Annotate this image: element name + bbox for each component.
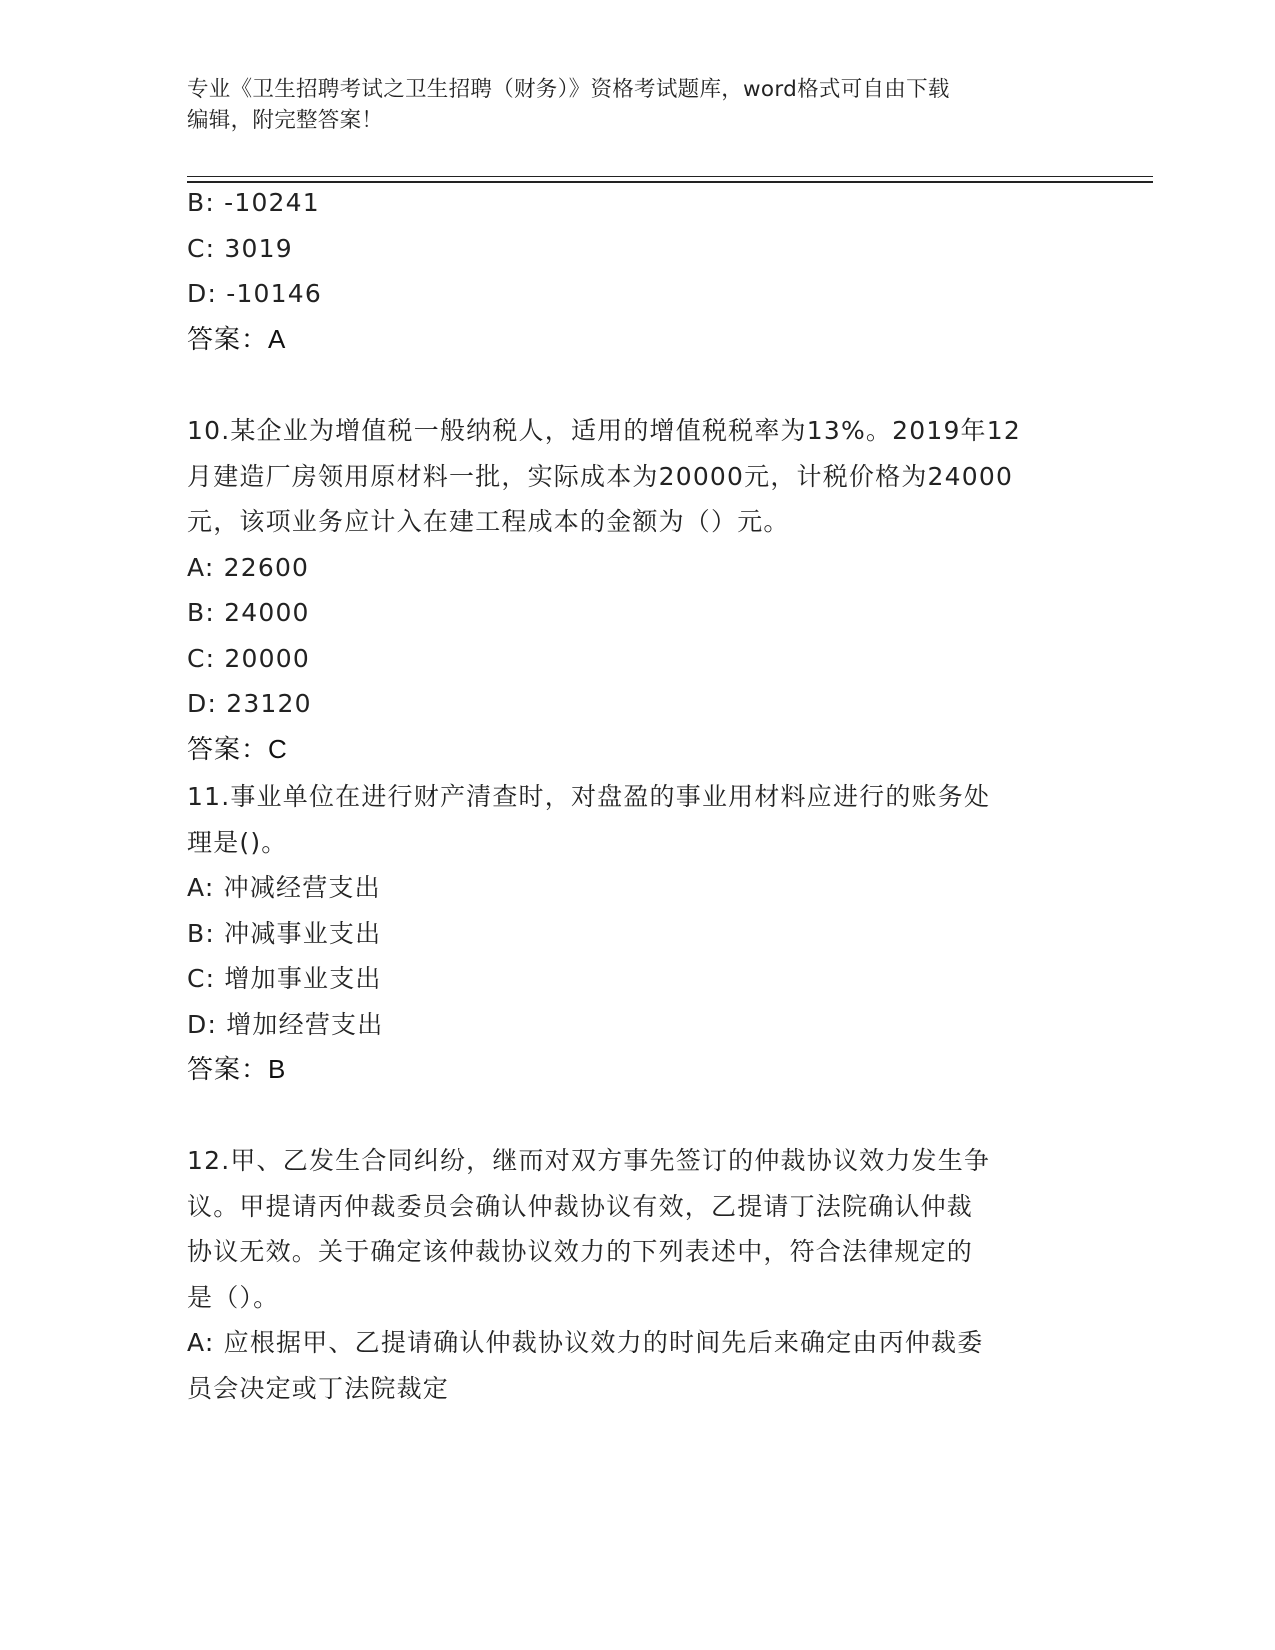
q11-answer: 答案：B xyxy=(187,1054,287,1084)
q9-answer: 答案：A xyxy=(187,323,287,354)
q12-stem-line-3: 协议无效。关于确定该仲裁协议效力的下列表述中，符合法律规定的 xyxy=(187,1237,974,1266)
q12-stem-line-2: 议。甲提请丙仲裁委员会确认仲裁协议有效，乙提请丁法院确认仲裁 xyxy=(187,1191,974,1221)
question-10 xyxy=(187,408,1087,772)
q10-answer: 答案：C xyxy=(187,733,288,764)
q10-option-d: D: 23120 xyxy=(187,689,312,718)
q11-option-a: A: 冲减经营支出 xyxy=(187,873,381,902)
document-header xyxy=(187,74,1067,136)
q11-option-b: B: 冲减事业支出 xyxy=(187,918,382,948)
question-9-tail xyxy=(187,180,1087,362)
header-divider-thin xyxy=(187,176,1153,177)
q12-option-a-line-1: A: 应根据甲、乙提请确认仲裁协议效力的时间先后来确定由丙仲裁委 xyxy=(187,1328,984,1357)
q9-option-b: B: -10241 xyxy=(187,188,320,217)
q12-option-a-line-2: 员会决定或丁法院裁定 xyxy=(187,1373,450,1403)
q11-option-c: C: 增加事业支出 xyxy=(187,964,382,993)
q10-option-b: B: 24000 xyxy=(187,598,310,627)
q11-option-d: D: 增加经营支出 xyxy=(187,1009,384,1039)
q11-stem-line-1: 11.事业单位在进行财产清查时，对盘盈的事业用材料应进行的账务处 xyxy=(187,782,991,811)
q12-stem-line-1: 12.甲、乙发生合同纠纷，继而对双方事先签订的仲裁协议效力发生争 xyxy=(187,1146,991,1175)
q10-option-a: A: 22600 xyxy=(187,552,310,582)
question-12 xyxy=(187,1138,1087,1411)
q12-stem-line-4: 是（）。 xyxy=(187,1282,280,1312)
header-line-1: 专业《卫生招聘考试之卫生招聘（财务）》资格考试题库，word格式可自由下载 xyxy=(187,77,950,102)
q9-option-c: C: 3019 xyxy=(187,233,293,263)
q9-option-d: D: -10146 xyxy=(187,279,322,308)
q10-stem-line-2: 月建造厂房领用原材料一批，实际成本为20000元，计税价格为24000 xyxy=(187,461,1014,491)
q10-stem-line-3: 元，该项业务应计入在建工程成本的金额为（）元。 xyxy=(187,507,790,536)
q10-option-c: C: 20000 xyxy=(187,643,310,673)
q10-stem-line-1: 10.某企业为增值税一般纳税人，适用的增值税税率为13%。2019年12 xyxy=(187,416,1021,445)
header-line-2: 编辑，附完整答案！ xyxy=(187,108,384,133)
question-11 xyxy=(187,774,1087,1093)
q11-stem-line-2: 理是()。 xyxy=(187,827,288,857)
